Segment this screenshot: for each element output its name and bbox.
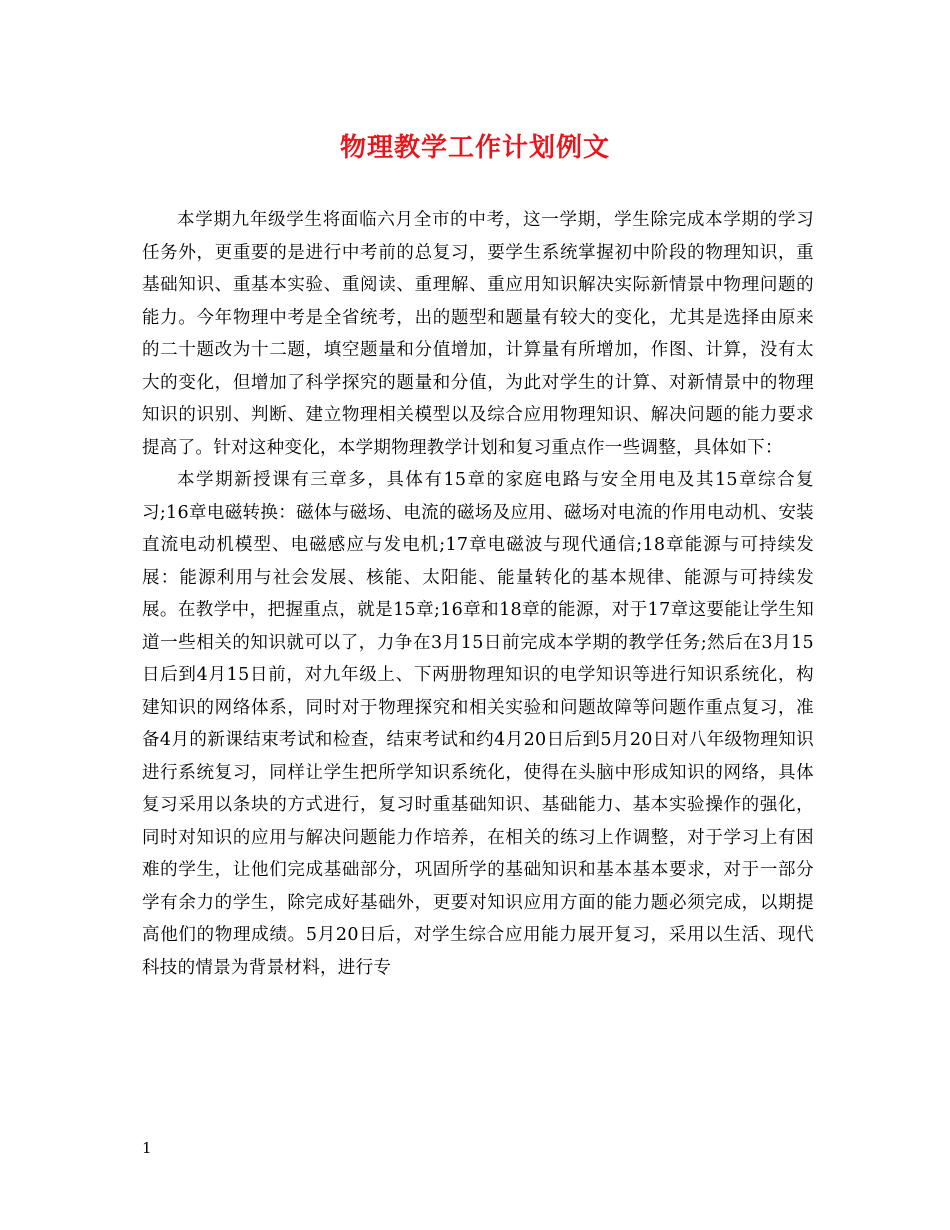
page-number: 1	[142, 1139, 152, 1157]
document-body	[142, 204, 814, 984]
body-paragraph-1: 本学期九年级学生将面临六月全市的中考，这一学期，学生除完成本学期的学习任务外，更重要的是进行中考前的总复习，要学生系统掌握初中阶段的物理知识，重基础知识、重基本实验、重阅读、重理解、重应用知识解决实际新情景中物理问题的能力。今年物理中考是全省统考，出的题型和题量有较大的变化，尤其是选择由原来的二十题改为十二题，填空题量和分值增加，计算量有所增加，作图、计算，没有太大的变化，但增加了科学探究的题量和分值，为此对学生的计算、对新情景中的物理知识的识别、判断、建立物理相关模型以及综合应用物理知识、解决问题的能力要求提高了。针对这种变化，本学期物理教学计划和复习重点作一些调整，具体如下：	[142, 210, 814, 458]
body-paragraph-2: 本学期新授课有三章多，具体有15章的家庭电路与安全用电及其15章综合复习;16章电磁转换：磁体与磁场、电流的磁场及应用、磁场对电流的作用电动机、安装直流电动机模型、电磁感应与发电机;17章电磁波与现代通信;18章能源与可持续发展：能源利用与社会发展、核能、太阳能、能量转化的基本规律、能源与可持续发展。在教学中，把握重点，就是15章;16章和18章的能源，对于17章这要能让学生知道一些相关的知识就可以了，力争在3月15日前完成本学期的教学任务;然后在3月15日后到4月15日前，对九年级上、下两册物理知识的电学知识等进行知识系统化，构建知识的网络体系，同时对于物理探究和相关实验和问题故障等问题作重点复习，准备4月的新课结束考试和检查，结束考试和约4月20日后到5月20日对八年级物理知识进行系统复习，同样让学生把所学知识系统化，使得在头脑中形成知识的网络，具体复习采用以条块的方式进行，复习时重基础知识、基础能力、基本实验操作的强化，同时对知识的应用与解决问题能力作培养，在相关的练习上作调整，对于学习上有困难的学生，让他们完成基础部分，巩固所学的基础知识和基本基本要求，对于一部分学有余力的学生，除完成好基础外，更要对知识应用方面的能力题必须完成，以期提高他们的物理成绩。5月20日后，对学生综合应用能力展开复习，采用以生活、现代科技的情景为背景材料，进行专	[142, 470, 814, 978]
page-title: 物理教学工作计划例文	[339, 133, 610, 163]
